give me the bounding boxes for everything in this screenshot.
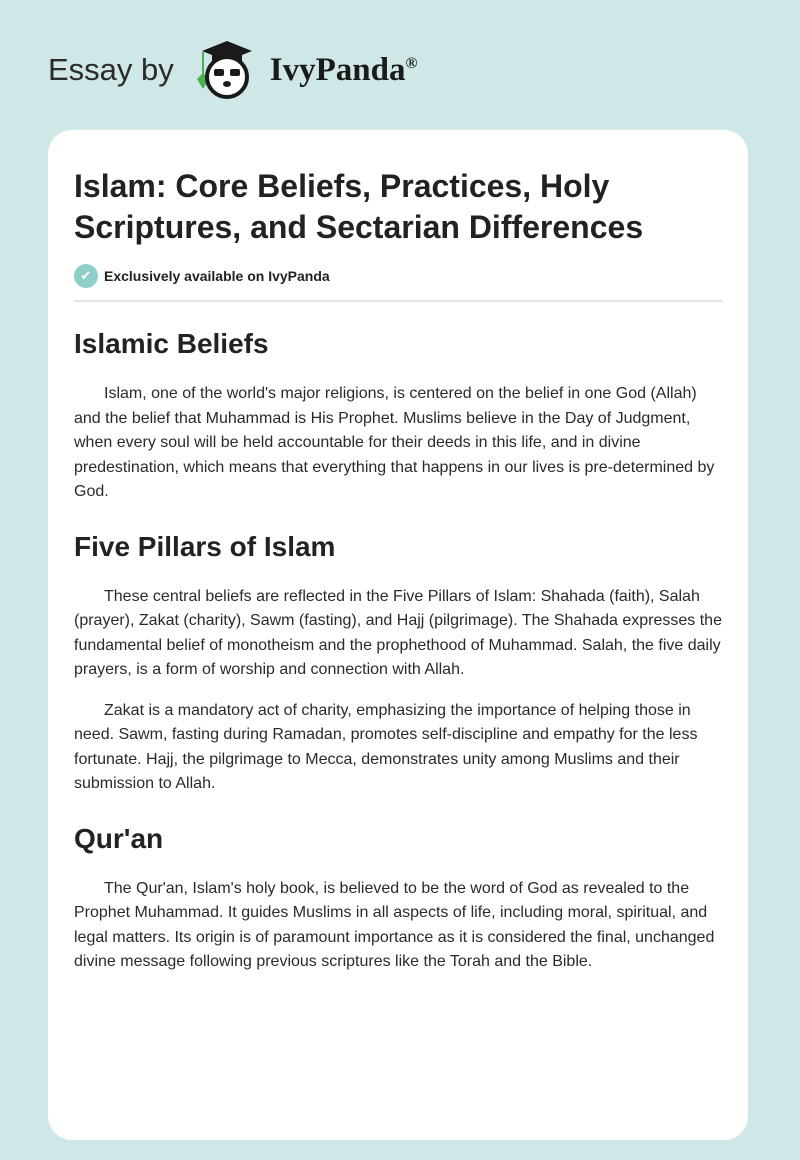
exclusive-badge xyxy=(74,264,722,302)
ivypanda-logo-icon[interactable] xyxy=(194,37,260,103)
checkmark-icon: ✔ xyxy=(74,264,98,288)
paragraph: Islam, one of the world's major religions, is centered on the belief in one God (Allah) and the belief that Muhammad is His Prophet. Muslims believe in the Day of Judgment, when every soul will be held accountable for their deeds in this life, and in divine predestination, which means that everything that happens in our lives is pre-determined by God. xyxy=(74,385,715,500)
essay-by-label: Essay by xyxy=(48,52,174,87)
paragraph: The Qur'an, Islam's holy book, is believed to be the word of God as revealed to the Prophet Muhammad. It guides Muslims in all aspects of life, including moral, spiritual, and legal matters. Its origin is of paramount importance as it is considered the final, unchanged divine message following previous scriptures like the Torah and the Bible. xyxy=(74,879,715,970)
paragraph: Zakat is a mandatory act of charity, emphasizing the importance of helping those in need. Sawm, fasting during Ramadan, promotes self-discipline and empathy for the less fortunate. Hajj, the pilgrimage to Mecca, demonstrates unity among Muslims and their submission to Allah. xyxy=(74,701,698,792)
exclusive-label: Exclusively available on IvyPanda xyxy=(104,268,330,284)
paragraph: These central beliefs are reflected in the Five Pillars of Islam: Shahada (faith), Salah (prayer), Zakat (charity), Sawm (fasting), and Hajj (pilgrimage). The Shahada expresses the fundamental belief of monotheism and the prophethood of Muhammad. Salah, the five daily prayers, is a form of worship and connection with Allah. xyxy=(74,587,722,678)
brand-name: IvyPanda® xyxy=(269,51,418,88)
page-title: Islam: Core Beliefs, Practices, Holy Scriptures, and Sectarian Differences xyxy=(74,168,644,245)
section-heading: Qur'an xyxy=(74,822,164,854)
site-header xyxy=(48,30,417,110)
section-heading: Five Pillars of Islam xyxy=(74,530,336,562)
essay-card xyxy=(48,130,748,1140)
section-heading: Islamic Beliefs xyxy=(74,328,269,359)
